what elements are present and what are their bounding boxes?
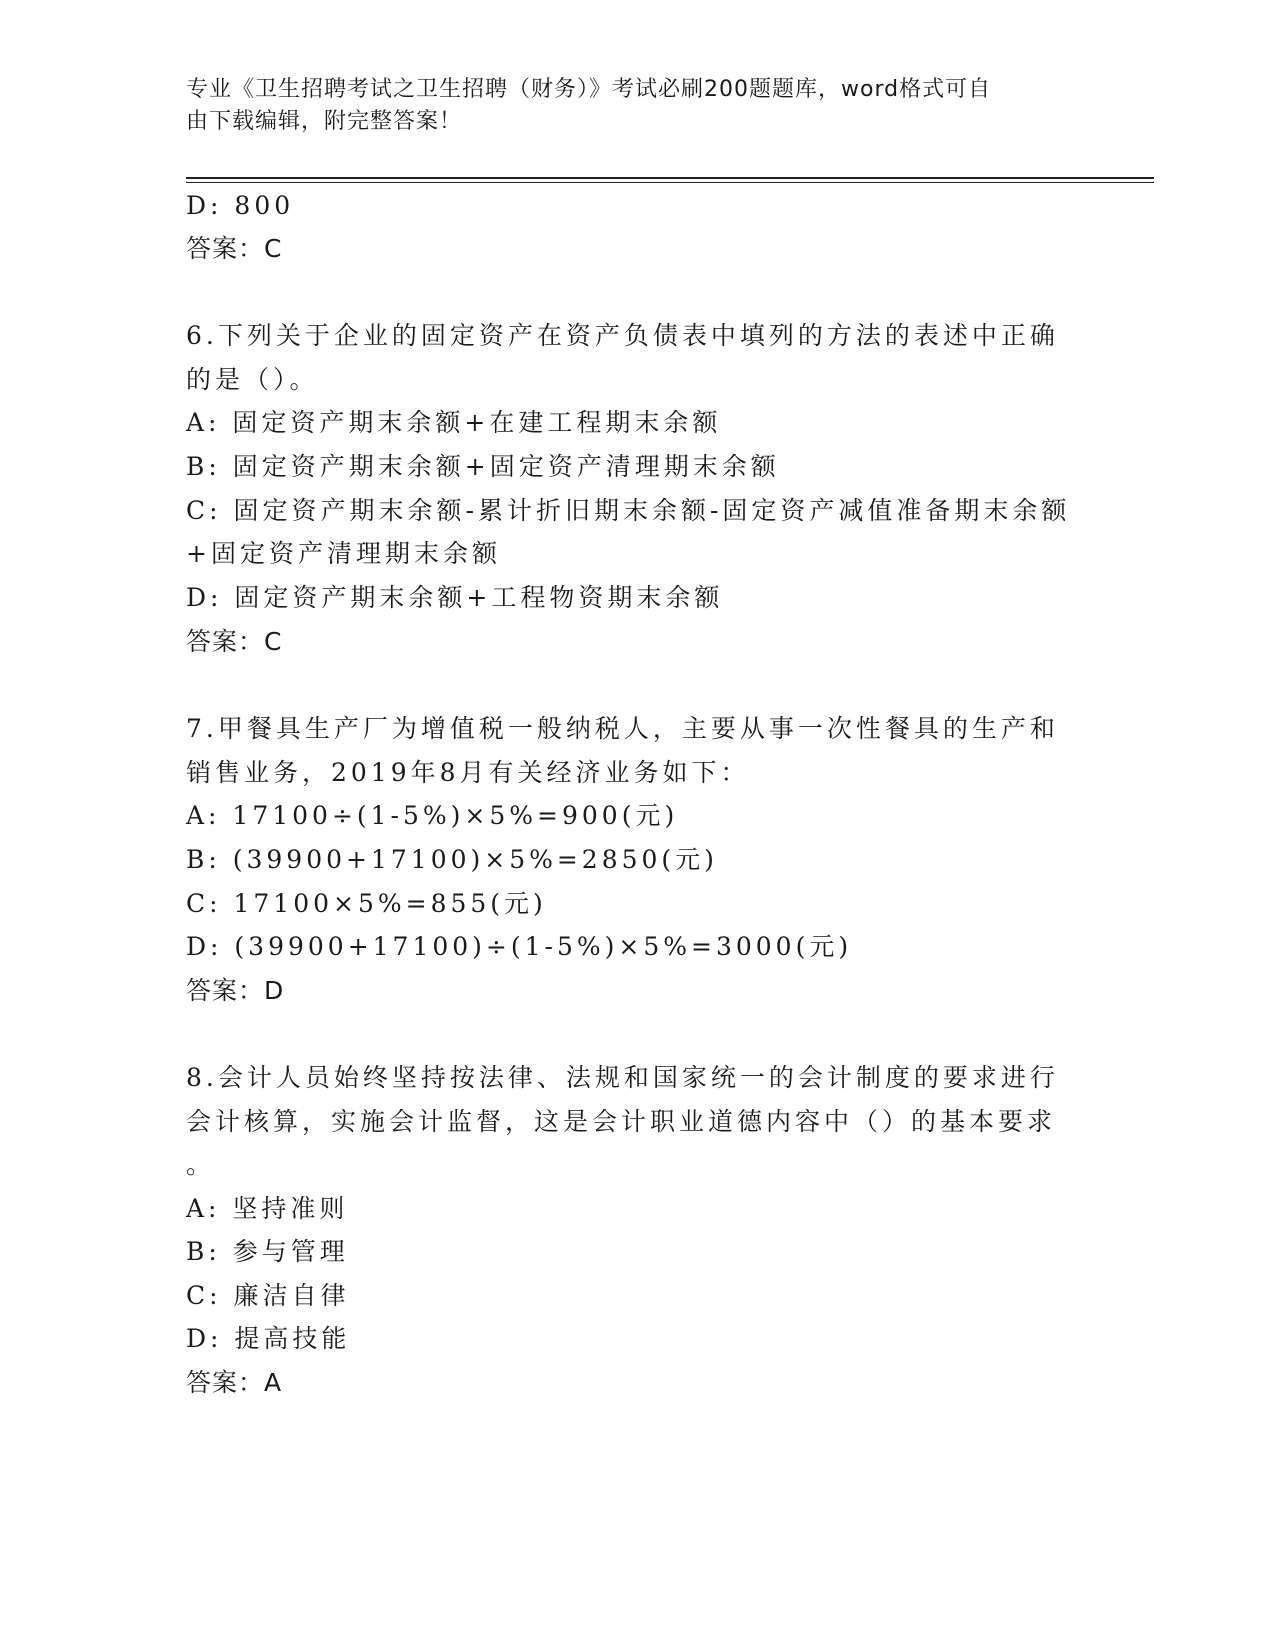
q8-answer: 答案：A bbox=[186, 1368, 283, 1397]
q7-option-c: C: 17100×5%=855(元) bbox=[186, 889, 547, 918]
q8-stem-line-3: 。 bbox=[186, 1150, 216, 1179]
document-header bbox=[186, 74, 1066, 138]
q8-option-b: B: 参与管理 bbox=[186, 1237, 349, 1266]
header-line-2: 由下载编辑，附完整答案！ bbox=[186, 109, 463, 134]
q6-option-a: A: 固定资产期末余额+在建工程期末余额 bbox=[186, 408, 722, 437]
q6-option-d: D: 固定资产期末余额+工程物资期末余额 bbox=[186, 583, 724, 612]
q5-answer: 答案：C bbox=[186, 234, 283, 263]
q7-stem-line-2: 销售业务，2019年8月有关经济业务如下： bbox=[186, 758, 750, 787]
q5-option-d: D: 800 bbox=[186, 191, 295, 220]
header-divider-thick bbox=[186, 177, 1154, 179]
q8-stem-line-1: 8.会计人员始终坚持按法律、法规和国家统一的会计制度的要求进行 bbox=[186, 1063, 1059, 1092]
q8-option-c: C: 廉洁自律 bbox=[186, 1281, 350, 1310]
q6-answer: 答案：C bbox=[186, 627, 283, 656]
q6-stem-line-1: 6.下列关于企业的固定资产在资产负债表中填列的方法的表述中正确 bbox=[186, 321, 1059, 350]
q7-answer: 答案：D bbox=[186, 976, 285, 1005]
q8-option-d: D: 提高技能 bbox=[186, 1324, 351, 1353]
q6-stem-line-2: 的是（）。 bbox=[186, 365, 319, 394]
header-line-1: 专业《卫生招聘考试之卫生招聘（财务）》考试必刷200题题库，word格式可自 bbox=[186, 77, 992, 102]
q8-option-a: A: 坚持准则 bbox=[186, 1194, 349, 1223]
q6-option-b: B: 固定资产期末余额+固定资产清理期末余额 bbox=[186, 452, 780, 481]
q7-stem-line-1: 7.甲餐具生产厂为增值税一般纳税人，主要从事一次性餐具的生产和 bbox=[186, 714, 1059, 743]
q7-option-b: B: (39900+17100)×5%=2850(元) bbox=[186, 845, 718, 874]
q7-option-a: A: 17100÷(1-5%)×5%=900(元) bbox=[186, 801, 679, 830]
q7-option-d: D: (39900+17100)÷(1-5%)×5%=3000(元) bbox=[186, 932, 853, 961]
q6-option-c-line-2: +固定资产清理期末余额 bbox=[186, 539, 501, 568]
q6-option-c-line-1: C: 固定资产期末余额-累计折旧期末余额-固定资产减值准备期末余额 bbox=[186, 496, 1071, 525]
q8-stem-line-2: 会计核算，实施会计监督，这是会计职业道德内容中（）的基本要求 bbox=[186, 1107, 1057, 1136]
